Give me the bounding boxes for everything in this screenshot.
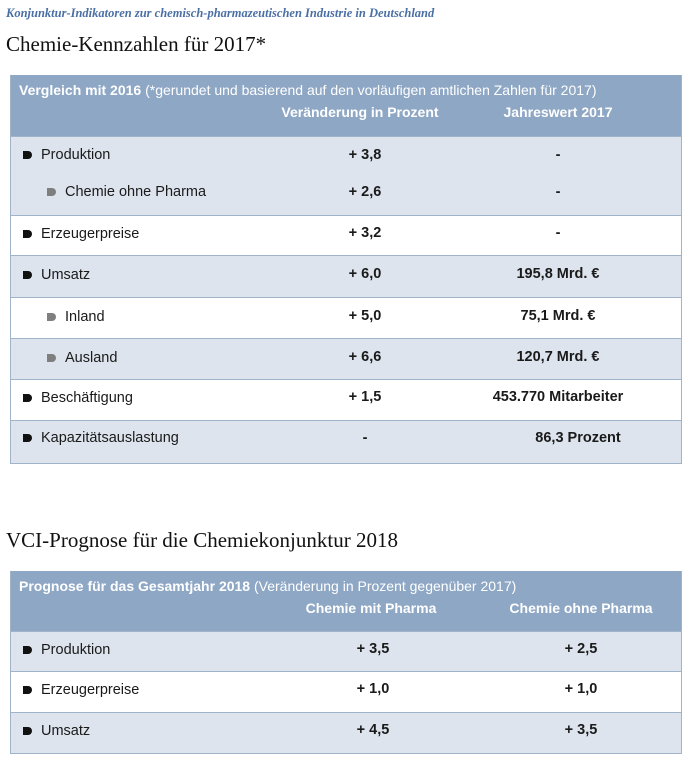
row-label: Chemie ohne Pharma [65,184,207,200]
row-label: Umsatz [41,267,91,283]
row-change: + 3,2 [348,225,382,241]
kennzahlen-table-intro [19,82,597,98]
row-value: - [555,225,561,241]
sub-bullet-icon [47,188,56,196]
kennzahlen-intro-rest: (*gerundet und basierend auf den vorläufigen amtlichen Zahlen für 2017) [141,82,597,98]
row-value: - [555,184,561,200]
row-change: + 6,6 [348,349,382,365]
column-header-ohne-pharma: Chemie ohne Pharma [509,600,653,616]
row-value: 453.770 Mitarbeiter [492,389,624,405]
bullet-icon [23,646,32,654]
bullet-icon [23,686,32,694]
row-value: 120,7 Mrd. € [516,349,600,365]
document-subtitle: Konjunktur-Indikatoren zur chemisch-pharmazeutischen Industrie in Deutschland [6,6,435,20]
row-change: - [362,430,368,446]
table-row [11,671,681,712]
row-label: Ausland [65,350,118,366]
table-row [11,137,681,175]
row-ohne-pharma: + 3,5 [564,722,598,738]
row-label: Erzeugerpreise [41,226,140,242]
table-row [11,338,681,379]
row-change: + 1,5 [348,389,382,405]
bullet-icon [23,727,32,735]
row-mit-pharma: + 4,5 [356,722,390,738]
row-label: Erzeugerpreise [41,682,140,698]
bullet-icon [23,151,32,159]
row-label: Beschäftigung [41,390,133,406]
column-header-change: Veränderung in Prozent [281,104,439,120]
row-label: Produktion [41,642,111,658]
sub-bullet-icon [47,354,56,362]
bullet-icon [23,434,32,442]
table-row-group-produktion [11,136,681,215]
page-title: Chemie-Kennzahlen für 2017* [6,32,267,56]
row-value: 75,1 Mrd. € [520,308,596,324]
row-change: + 6,0 [348,266,382,282]
prognose-table-intro [19,578,516,594]
kennzahlen-intro-bold: Vergleich mit 2016 [19,82,142,98]
row-mit-pharma: + 3,5 [356,641,390,657]
row-ohne-pharma: + 1,0 [564,681,598,697]
row-value: - [555,147,561,163]
row-change: + 2,6 [348,184,382,200]
row-value: 86,3 Prozent [535,430,621,446]
table-row [11,712,681,753]
row-label: Kapazitätsauslastung [41,430,179,446]
bullet-icon [23,394,32,402]
column-header-value: Jahreswert 2017 [503,104,613,120]
table-row [11,297,681,338]
table-row [11,631,681,671]
table-row [11,215,681,255]
prognose-table [10,571,682,754]
sub-bullet-icon [47,313,56,321]
row-mit-pharma: + 1,0 [356,681,390,697]
row-label: Umsatz [41,723,91,739]
prognose-intro-rest: (Veränderung in Prozent gegenüber 2017) [250,578,517,594]
table-row [11,379,681,420]
section-title: VCI-Prognose für die Chemiekonjunktur 2018 [6,528,398,552]
row-value: 195,8 Mrd. € [516,266,600,282]
row-label: Produktion [41,147,111,163]
prognose-table-header [11,571,681,631]
table-row [11,175,681,215]
row-change: + 5,0 [348,308,382,324]
bullet-icon [23,230,32,238]
bullet-icon [23,271,32,279]
row-label: Inland [65,309,105,325]
row-ohne-pharma: + 2,5 [564,641,598,657]
prognose-intro-bold: Prognose für das Gesamtjahr 2018 [19,578,251,594]
kennzahlen-table [10,75,682,464]
table-row [11,420,681,463]
row-change: + 3,8 [348,147,382,163]
kennzahlen-table-header [11,75,681,136]
column-header-mit-pharma: Chemie mit Pharma [305,600,437,616]
table-row [11,255,681,297]
